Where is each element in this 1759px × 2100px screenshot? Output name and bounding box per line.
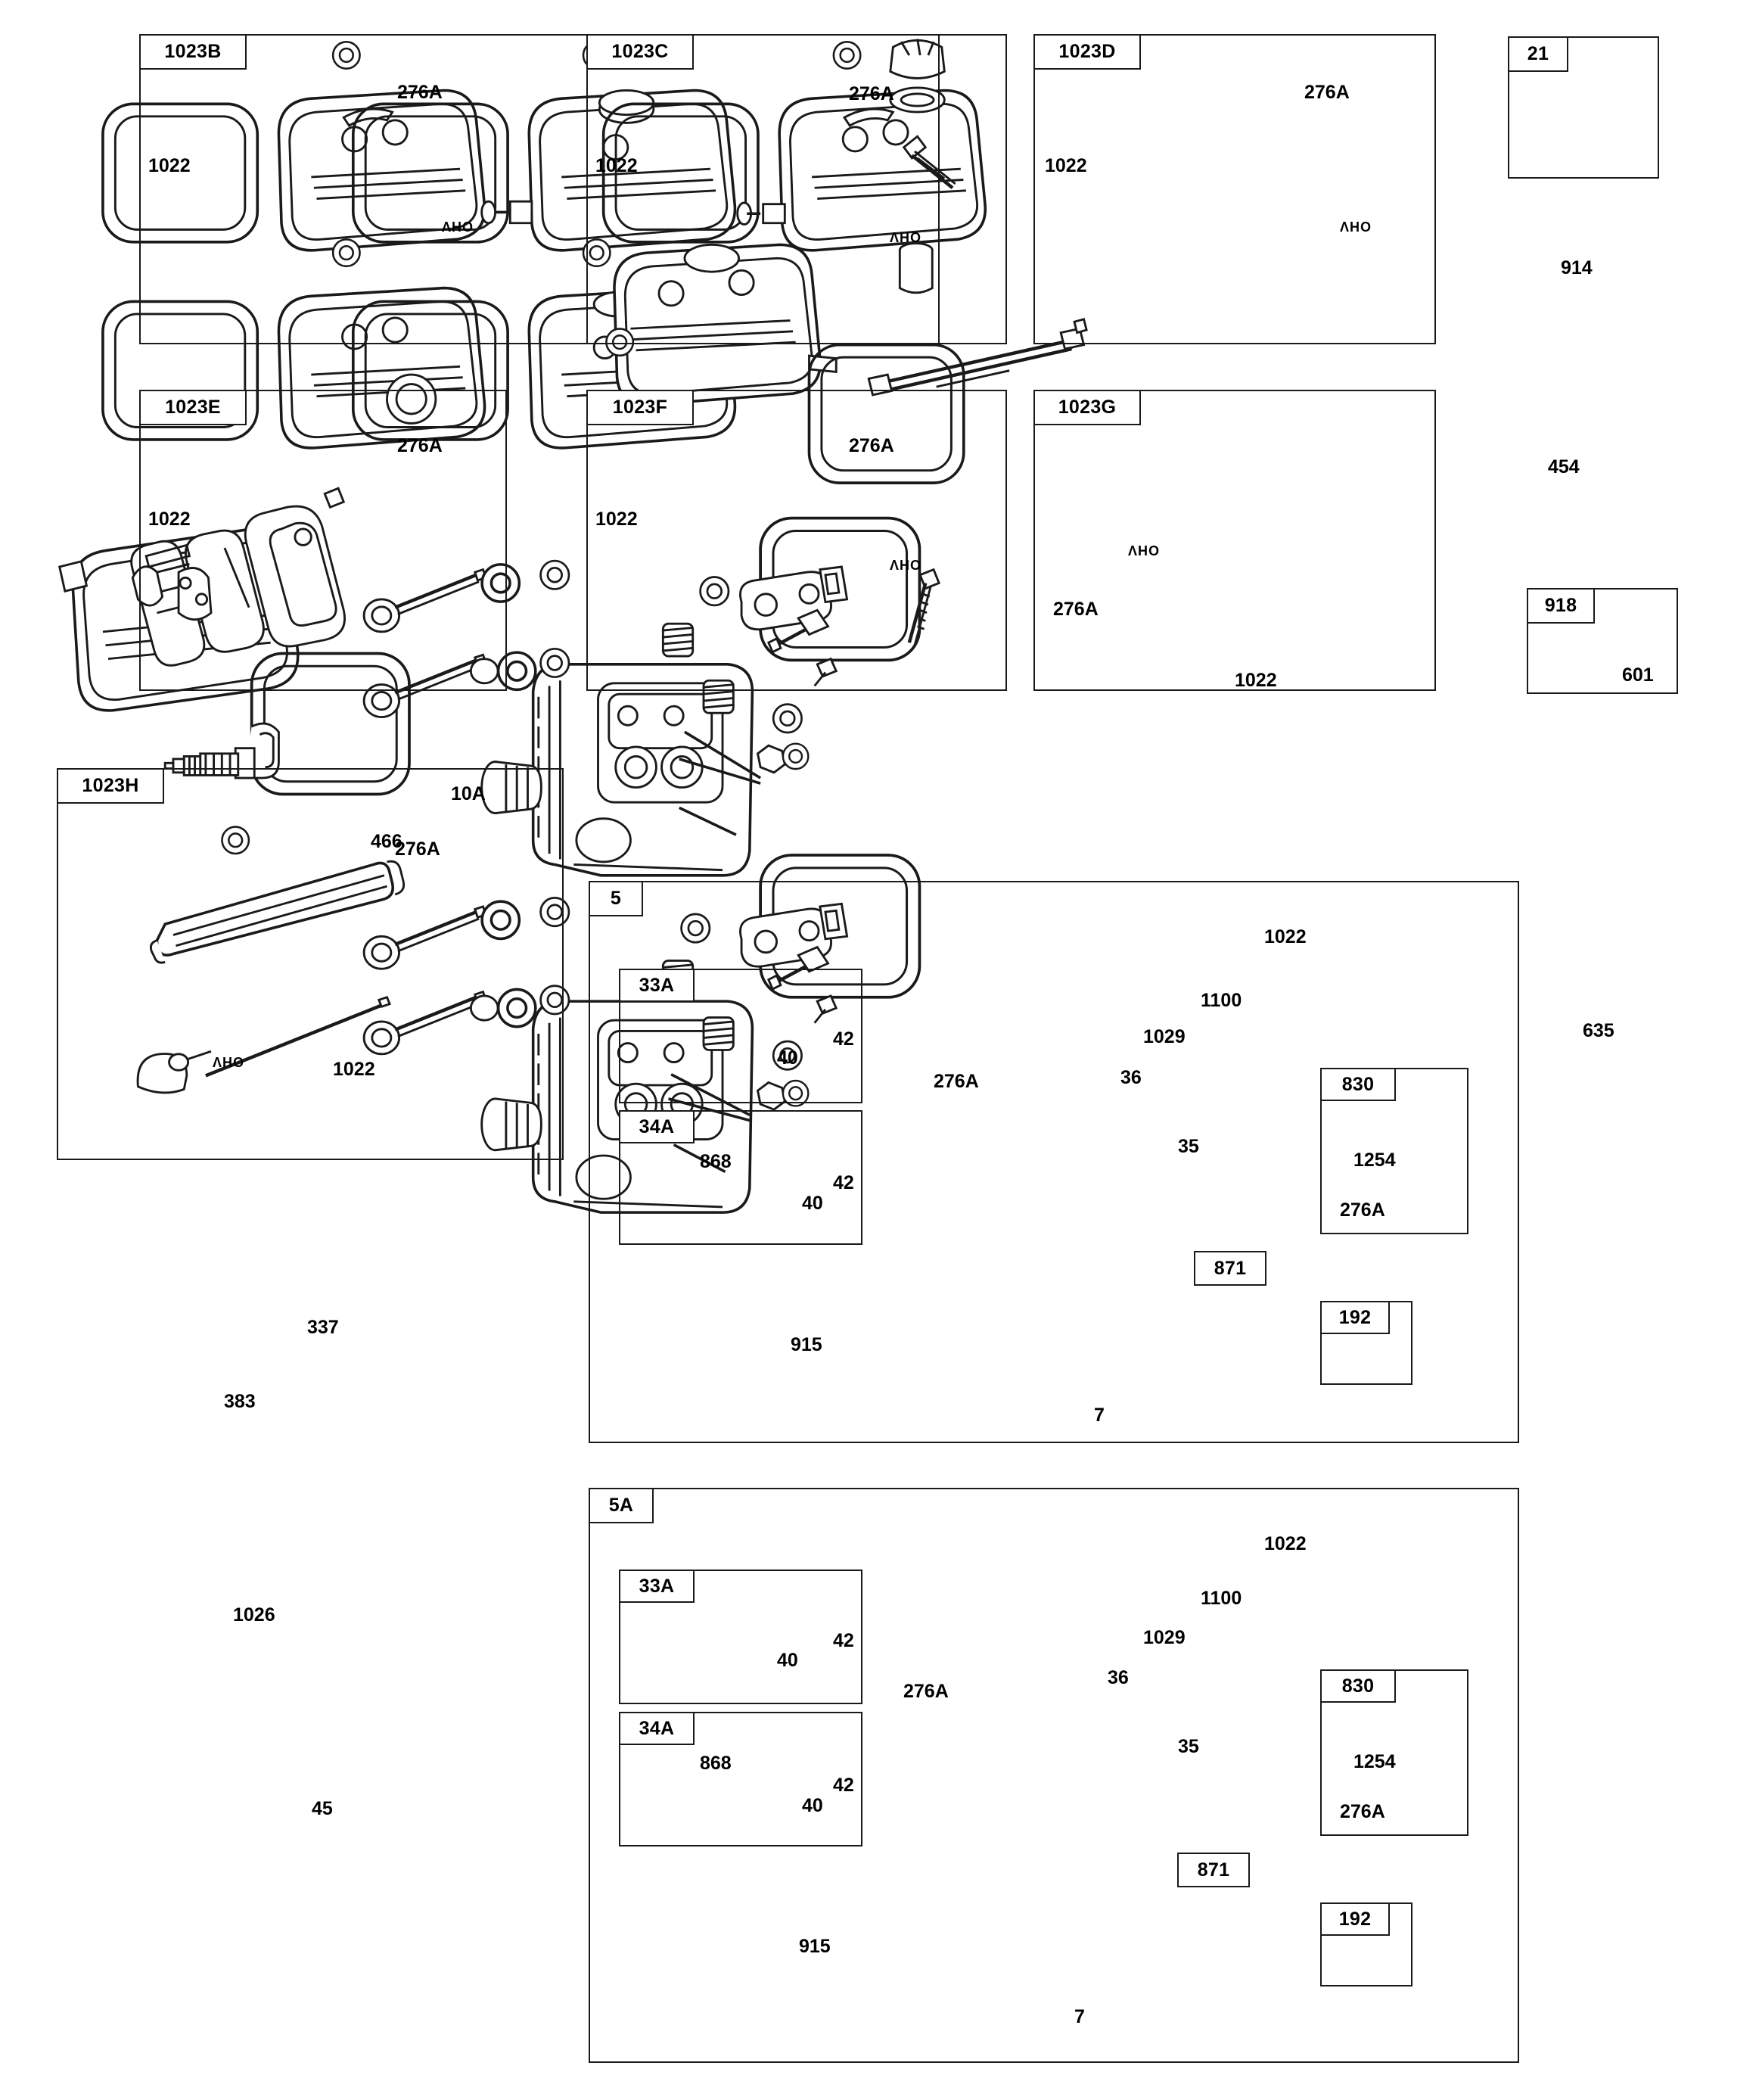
subpanel-tag-192: 192 <box>1320 1902 1390 1936</box>
callout-871: 871 <box>1194 1251 1266 1286</box>
label-40: 40 <box>802 1795 823 1816</box>
label-1022: 1022 <box>595 509 638 530</box>
label-1022: 1022 <box>148 509 191 530</box>
panel-tag-1023C: 1023C <box>586 34 694 70</box>
label-868: 868 <box>700 1151 732 1172</box>
label-276A: 276A <box>1340 1801 1385 1822</box>
panel-1023D <box>1033 34 1436 344</box>
callout-871: 871 <box>1177 1853 1250 1887</box>
subpanel-tag-830: 830 <box>1320 1068 1396 1101</box>
panel-1023F <box>586 390 1007 691</box>
label-466: 466 <box>371 831 402 852</box>
subpanel-tag-34A: 34A <box>619 1110 695 1143</box>
label-1100: 1100 <box>1201 990 1242 1011</box>
label-42: 42 <box>833 1630 854 1651</box>
subpanel-tag-192: 192 <box>1320 1301 1390 1334</box>
label-276A: 276A <box>1053 599 1099 620</box>
ohv-text: OHV <box>1339 219 1372 234</box>
label-454: 454 <box>1548 456 1580 478</box>
label-1029: 1029 <box>1143 1026 1186 1047</box>
panel-tag-1023F: 1023F <box>586 390 694 425</box>
subpanel-tag-34A: 34A <box>619 1712 695 1745</box>
label-276A: 276A <box>1340 1199 1385 1221</box>
label-7: 7 <box>1074 2006 1085 2027</box>
label-35: 35 <box>1178 1736 1199 1757</box>
label-36: 36 <box>1120 1067 1142 1088</box>
label-868: 868 <box>700 1753 732 1774</box>
label-36: 36 <box>1108 1667 1129 1688</box>
label-42: 42 <box>833 1775 854 1796</box>
panel-1023E <box>139 390 507 691</box>
panel-tag-21: 21 <box>1508 36 1568 72</box>
label-1026: 45 <box>312 1798 333 1819</box>
label-42: 42 <box>833 1172 854 1193</box>
panel-tag-1023D: 1023D <box>1033 34 1141 70</box>
label-1022: 1022 <box>1235 670 1277 691</box>
panel-tag-1023H: 1023H <box>57 768 164 804</box>
subpanel-tag-33A: 33A <box>619 1570 695 1603</box>
label-40: 40 <box>777 1650 798 1671</box>
label-1022: 1022 <box>148 155 191 176</box>
label-383: 1026 <box>233 1604 275 1626</box>
label-337: 383 <box>224 1391 256 1412</box>
panel-tag-1023B: 1023B <box>139 34 247 70</box>
panel-tag-918: 918 <box>1527 588 1595 624</box>
label-1029: 1029 <box>1143 1627 1186 1648</box>
label-276A: 276A <box>397 435 443 456</box>
label-276A: 276A <box>903 1681 949 1702</box>
label-13: 635 <box>1583 1020 1614 1041</box>
label-276A: 276A <box>849 83 894 104</box>
panel-tag-1023G: 1023G <box>1033 390 1141 425</box>
label-10A: 10A <box>451 783 486 804</box>
label-276A: 276A <box>395 838 440 860</box>
label-276A: 276A <box>849 435 894 456</box>
label-1254: 1254 <box>1353 1751 1396 1772</box>
subpanel-tag-33A: 33A <box>619 969 695 1002</box>
label-1022: 1022 <box>1264 1533 1307 1554</box>
label-7: 7 <box>1094 1405 1105 1426</box>
label-35: 35 <box>1178 1136 1199 1157</box>
panel-1023H <box>57 768 564 1160</box>
panel-1023G <box>1033 390 1436 691</box>
panel-1023C <box>586 34 1007 344</box>
label-915: 915 <box>799 1936 831 1957</box>
panel-tag-1023E: 1023E <box>139 390 247 425</box>
label-914: 914 <box>1561 257 1593 278</box>
assembly-5A-tag: 5A <box>589 1488 654 1523</box>
assembly-5-tag: 5 <box>589 881 643 916</box>
label-1022: 1022 <box>333 1059 375 1080</box>
label-42: 42 <box>833 1028 854 1050</box>
ohv-text: OHV <box>441 219 474 234</box>
subpanel-tag-830: 830 <box>1320 1669 1396 1703</box>
label-1022: 1022 <box>1264 926 1307 947</box>
label-40: 40 <box>802 1193 823 1214</box>
label-276A: 276A <box>934 1071 979 1092</box>
label-1100: 1100 <box>1201 1588 1242 1609</box>
label-635: 337 <box>307 1317 339 1338</box>
label-276A: 276A <box>397 82 443 103</box>
ohv-text: OHV <box>889 229 921 244</box>
label-601: 601 <box>1622 664 1654 686</box>
ohv-text: OHV <box>889 557 921 572</box>
ohv-text: OHV <box>1127 543 1160 558</box>
label-1022: 1022 <box>1045 155 1087 176</box>
label-915: 915 <box>791 1334 822 1355</box>
label-40: 40 <box>777 1047 798 1069</box>
label-276A: 276A <box>1304 82 1350 103</box>
label-1022: 1022 <box>595 155 638 176</box>
ohv-text: OHV <box>212 1054 244 1069</box>
label-1254: 1254 <box>1353 1150 1396 1171</box>
